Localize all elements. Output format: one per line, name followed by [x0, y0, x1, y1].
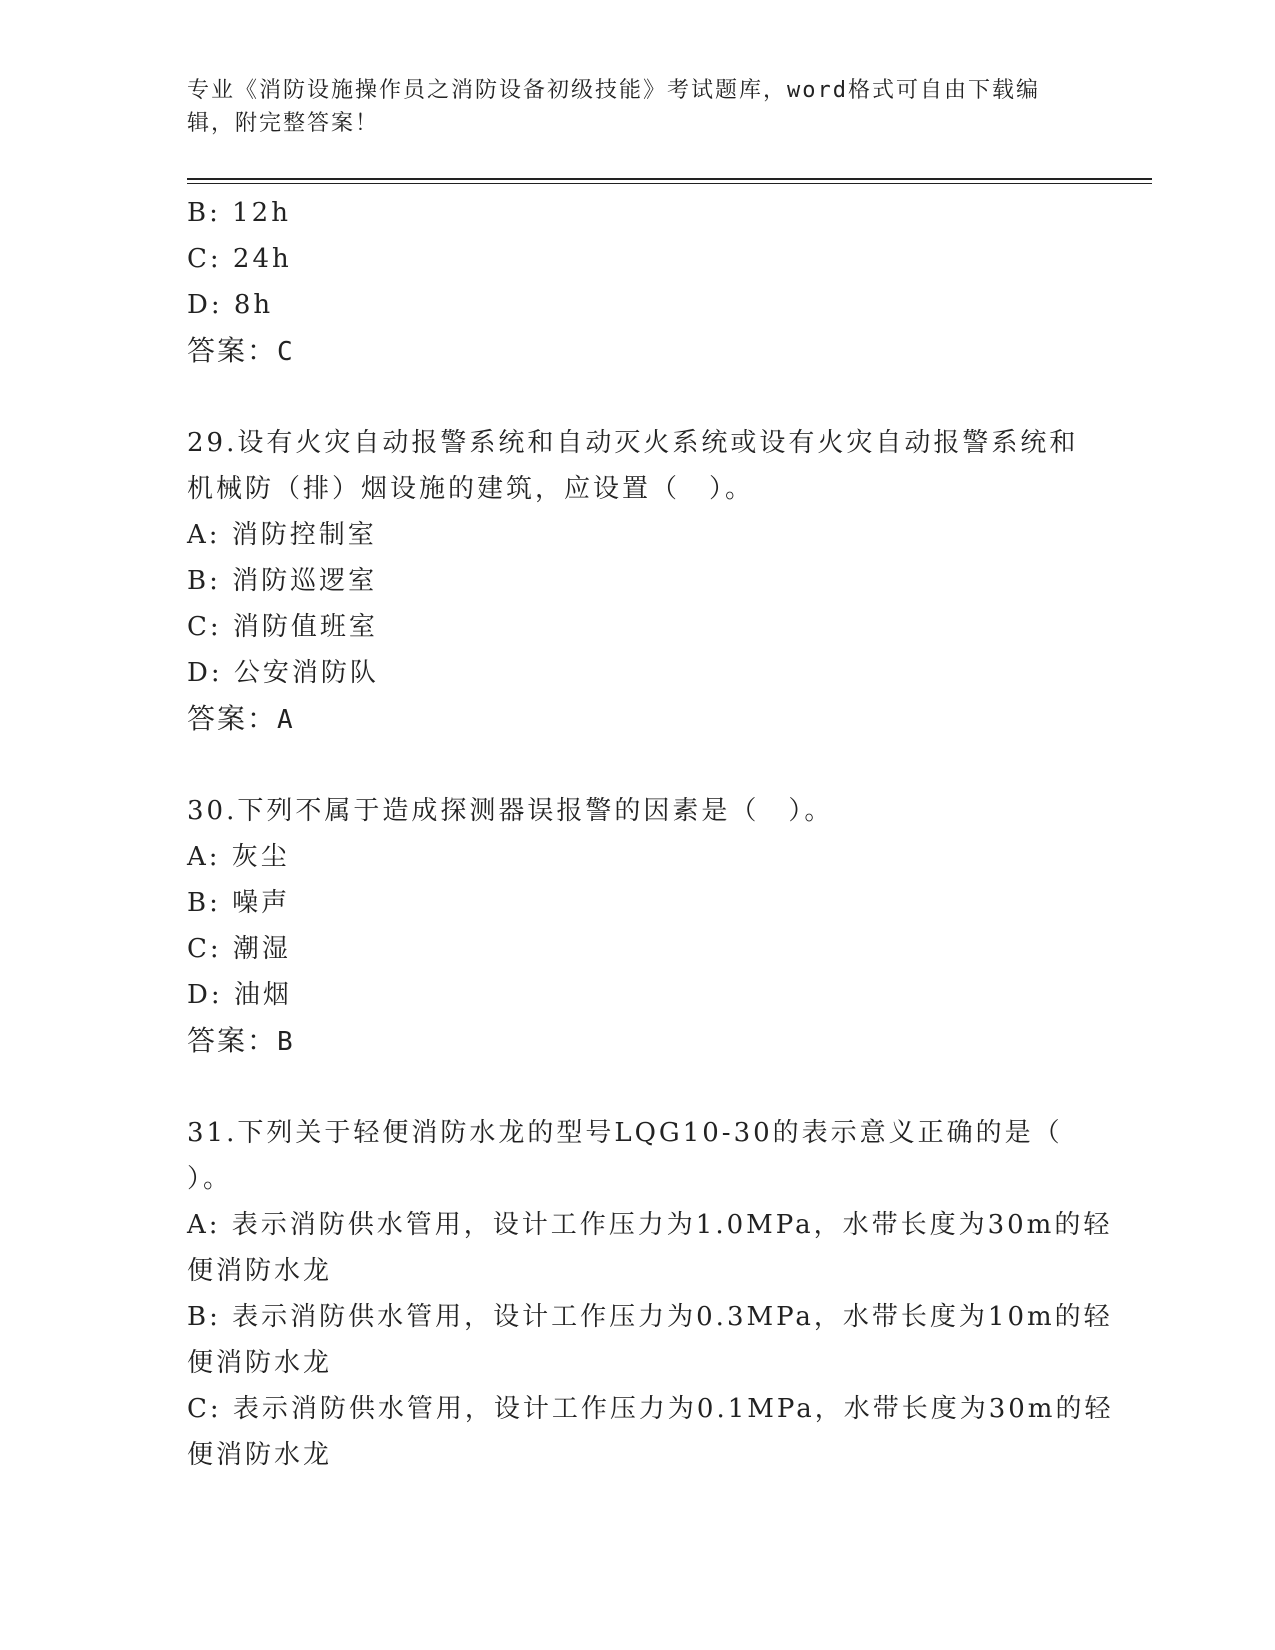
option-b: B: 表示消防供水管用，设计工作压力为0.3MPa，水带长度为10m的轻: [187, 1302, 1113, 1332]
question-28-continuation: [187, 190, 1087, 375]
question-stem-line: 31.下列关于轻便消防水龙的型号LQG10-30的表示意义正确的是（: [187, 1118, 1063, 1148]
option-b: B: 12h: [187, 198, 291, 228]
answer-value: B: [277, 1027, 295, 1057]
option-d: D: 油烟: [187, 980, 292, 1010]
option-b: B: 噪声: [187, 888, 291, 918]
header-line-2: 辑，附完整答案！: [187, 111, 380, 136]
answer-value: A: [277, 705, 295, 735]
question-stem-line: ）。: [187, 1164, 233, 1194]
question-stem-line: 29.设有火灾自动报警系统和自动灭火系统或设有火灾自动报警系统和: [187, 428, 1079, 458]
header-rule-thin: [187, 183, 1152, 184]
question-30: [187, 788, 1087, 1065]
option-c: C: 潮湿: [187, 934, 291, 964]
question-31: [187, 1110, 1114, 1478]
option-c-continued: 便消防水龙: [187, 1440, 333, 1470]
option-a-continued: 便消防水龙: [187, 1256, 333, 1286]
header-rule-thick: [187, 178, 1152, 180]
option-d: D: 8h: [187, 290, 274, 320]
document-header: [187, 74, 1067, 140]
option-d: D: 公安消防队: [187, 658, 379, 688]
option-c: C: 消防值班室: [187, 612, 378, 642]
header-line-1: 专业《消防设施操作员之消防设备初级技能》考试题库，word格式可自由下载编: [187, 78, 1040, 103]
question-list: [187, 190, 1114, 1478]
answer-label: 答案：: [187, 1024, 278, 1057]
answer-value: C: [277, 337, 295, 367]
answer-line: [187, 328, 1087, 375]
answer-line: [187, 1018, 1087, 1065]
question-stem-line: 机械防（排）烟设施的建筑，应设置（ ）。: [187, 474, 755, 504]
option-b-continued: 便消防水龙: [187, 1348, 333, 1378]
option-a: A: 表示消防供水管用，设计工作压力为1.0MPa，水带长度为30m的轻: [187, 1210, 1113, 1240]
answer-line: [187, 696, 1087, 743]
option-c: C: 24h: [187, 244, 292, 274]
answer-label: 答案：: [187, 334, 278, 367]
option-b: B: 消防巡逻室: [187, 566, 378, 596]
question-stem-line: 30.下列不属于造成探测器误报警的因素是（ ）。: [187, 796, 834, 826]
option-c: C: 表示消防供水管用，设计工作压力为0.1MPa，水带长度为30m的轻: [187, 1394, 1114, 1424]
option-a: A: 灰尘: [187, 842, 290, 872]
question-29: [187, 420, 1087, 743]
answer-label: 答案：: [187, 702, 278, 735]
option-a: A: 消防控制室: [187, 520, 377, 550]
